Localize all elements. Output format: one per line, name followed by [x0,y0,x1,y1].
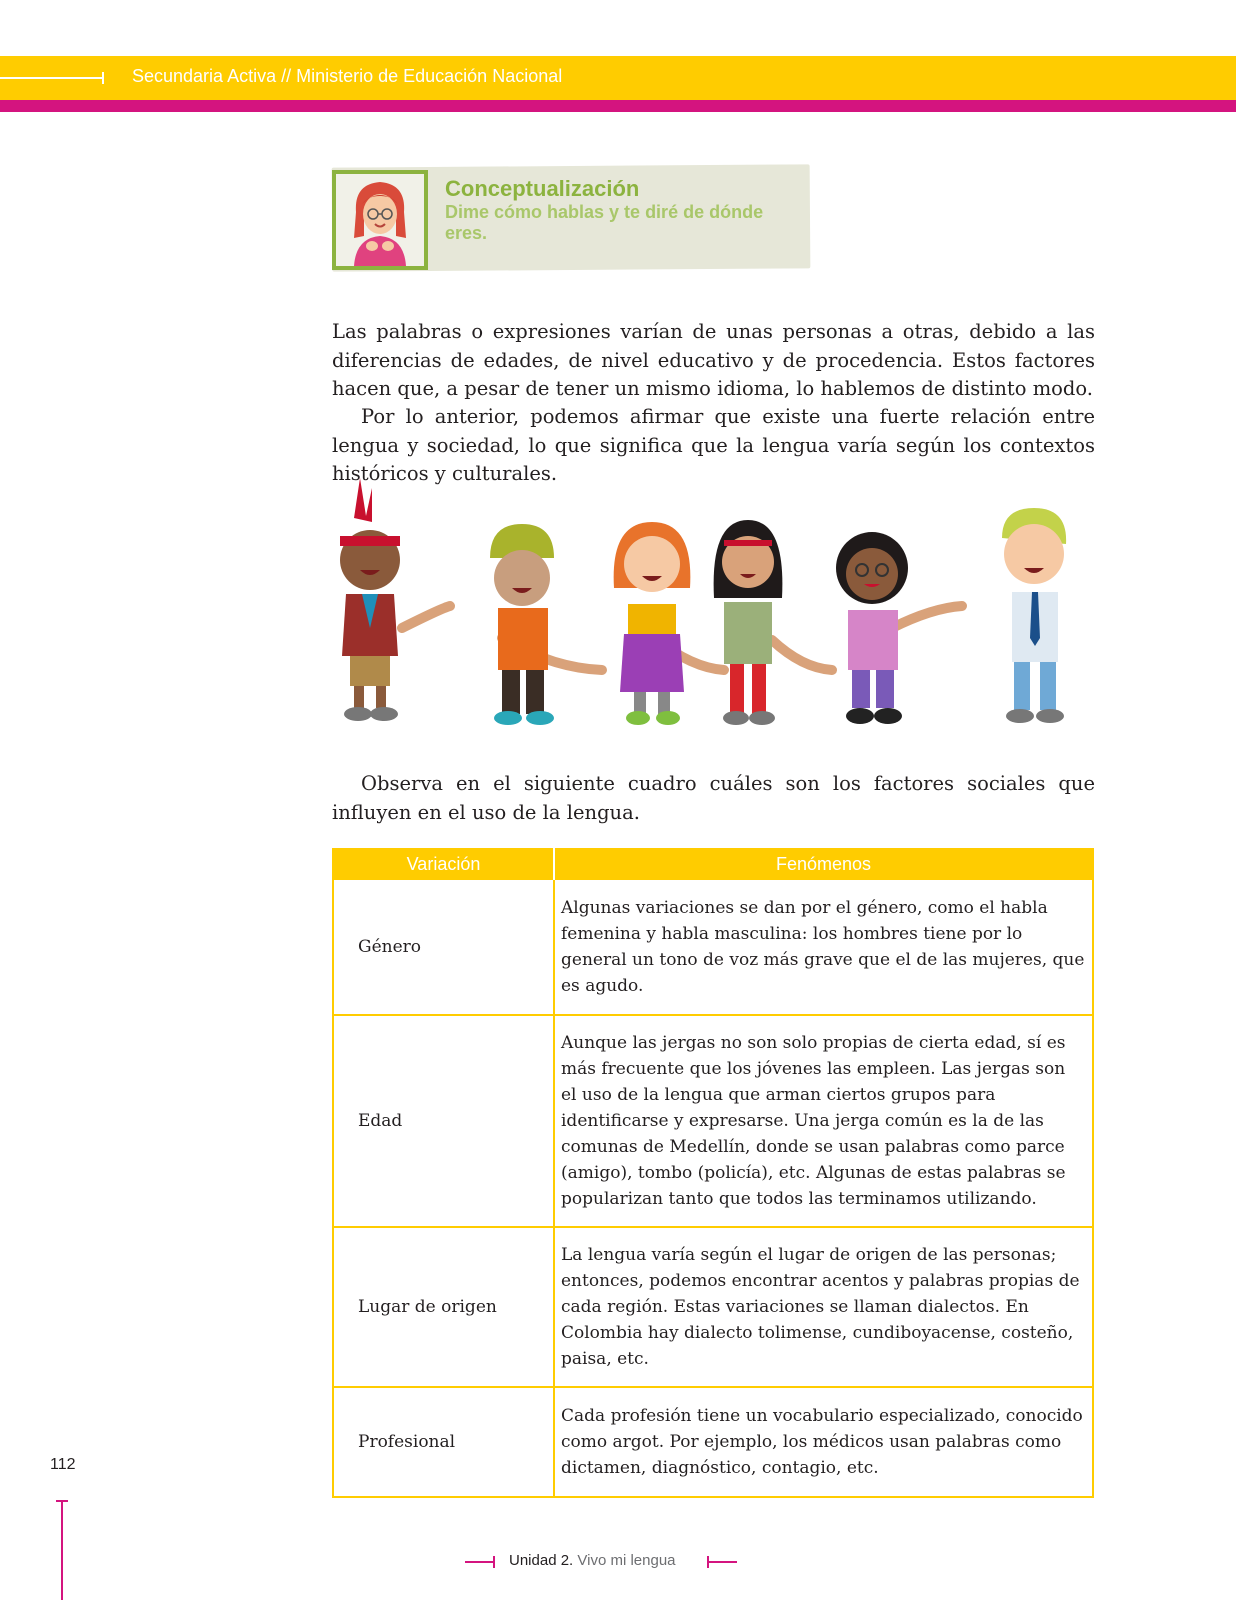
paragraph-intro: Las palabras o expresiones varían de unas personas a otras, debido a las diferencias de edades, de nivel educativo y de procedencia. Estos factores hacen que, a pesar de tener un mismo idioma, lo hablemos de distinto modo. [332,320,1095,400]
teacher-illustration-icon [336,174,424,266]
table-row [333,1387,1093,1497]
footer-rule-right [707,1561,737,1563]
variation-table [332,848,1094,1498]
teacher-avatar [332,170,428,270]
page-number: 112 [50,1456,76,1473]
kid-4-icon [714,520,783,725]
table-cell-fenomeno: Algunas variaciones se dan por el género, como el habla femenina y habla masculina: los hombres tiene por lo general un tono de voz más grave que el de las mujeres, que es agudo. [554,879,1093,1015]
table-header-row [333,849,1093,879]
kid-6-icon [1002,508,1066,723]
footer-unit: Unidad 2. [509,1552,574,1569]
table-cell-fenomeno: Cada profesión tiene un vocabulario especializado, conocido como argot. Por ejemplo, los médicos usan palabras como dictamen, diagnóstico, contagio, etc. [554,1387,1093,1497]
table-header-fenomenos: Fenómenos [554,849,1093,879]
children-holding-hands-illustration [332,478,1102,752]
footer-rule-left [465,1561,495,1563]
table-cell-variacion: Edad [333,1015,554,1227]
kid-2-icon [490,524,554,725]
footer-unit-title: Vivo mi lengua [577,1552,676,1569]
table-cell-fenomeno: La lengua varía según el lugar de origen de las personas; entonces, podemos encontrar acentos y palabras propias de cada región. Estas variaciones se llaman dialectos. En Colombia hay dialecto tolimense, cundiboyacense, costeño, paisa, etc. [554,1227,1093,1387]
header-title: Secundaria Activa // Ministerio de Educación Nacional [132,66,563,86]
table-row [333,1015,1093,1227]
table-header-variacion: Variación [333,849,554,879]
kid-1-icon [340,478,400,721]
kid-5-icon [836,532,908,724]
paragraph-relation: Por lo anterior, podemos afirmar que existe una fuerte relación entre lengua y sociedad, lo que significa que la lengua varía según los contextos históricos y culturales. [332,405,1095,485]
concept-title: Conceptualización [445,176,640,201]
table-cell-fenomeno: Aunque las jergas no son solo propias de cierta edad, sí es más frecuente que los jóvenes las empleen. Las jergas son el uso de la lengua que arman ciertos grupos para identificarse y expresarse. Una jerga común es la de las comunas de Medellín, donde se usan palabras como parce (amigo), tombo (policía), etc. Algunas de estas palabras se popularizan tanto que todos las terminamos utilizando. [554,1015,1093,1227]
table-row [333,879,1093,1015]
paragraph-observa: Observa en el siguiente cuadro cuáles son los factores sociales que influyen en el uso de la lengua. [332,772,1095,824]
footer-text [509,1552,676,1569]
header-rule [0,77,104,79]
table-cell-variacion: Género [333,879,554,1015]
footer [465,1550,745,1574]
table-cell-variacion: Lugar de origen [333,1227,554,1387]
table-cell-variacion: Profesional [333,1387,554,1497]
concept-subtitle: Dime cómo hablas y te diré de dónde eres. [445,202,764,243]
kid-3-icon [614,522,691,725]
header-stripe [0,100,1236,112]
table-row [333,1227,1093,1387]
left-margin-rule [61,1500,63,1600]
